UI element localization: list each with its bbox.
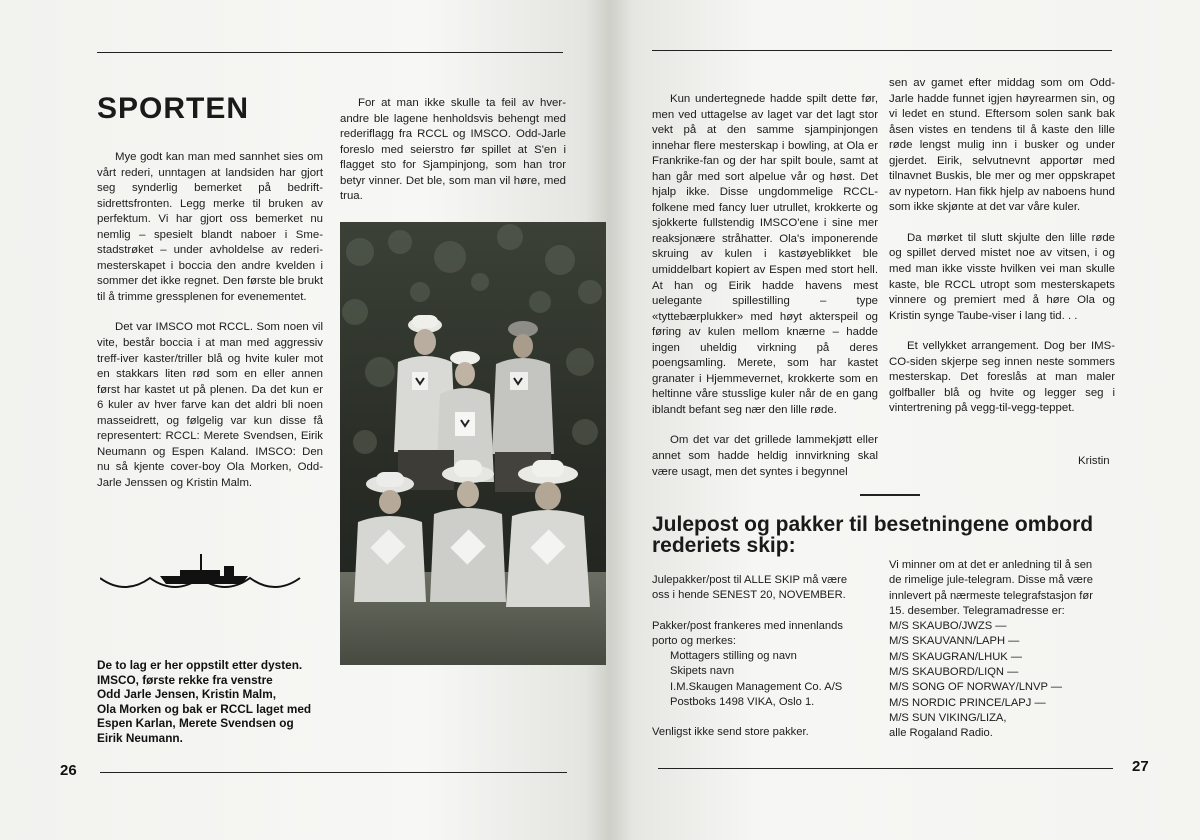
- page-number-right: 27: [1132, 758, 1149, 775]
- paragraph: Mye godt kan man med sannhet sies om vårt rederi, unntagen at landsiden har gjort seg synderlig bemerket på bedriftsidrettsfronten. Legg merke til bruken av perfektum. Vi har gjort oss bemerket nu nemlig – spesielt blandt naboer i Smestadstrøket – under avholdelse av rederimesterskapet i boccia den andre kvelden i sommer det ikke regnet. Den første ble brukt til å trimme gressplenen for evenementet.: [97, 151, 323, 303]
- paragraph: For at man ikke skulle ta feil av hverandre ble lagene henholdsvis behengt med rederiflagg fra RCCL og IMSCO. Odd-Jarle foreslo med seierstro før spillet at S'en i flagget sto for Sjampinjong, som han tror betyr vinner. Det ble, som man vil høre, med trua.: [340, 97, 566, 203]
- julepost-title-line: Julepost og pakker til besetningene ombord: [652, 513, 1094, 536]
- right-page: [610, 0, 1200, 840]
- bottom-rule: [100, 772, 567, 773]
- ship-callsign: M/S SKAUGRAN/LHUK —: [889, 650, 1023, 663]
- team-photo-image: [340, 222, 606, 665]
- julepost-right: [889, 558, 1139, 742]
- left-column-1: [97, 150, 323, 506]
- jp-line: innlevert på nærmeste telegrafstasjon før: [889, 589, 1093, 602]
- paragraph: Om det var det grillede lammekjøtt eller annet som hadde heldig innvirkning skal være usagt, men det syntes i begynnel: [652, 434, 878, 478]
- jp-line: alle Rogaland Radio.: [889, 727, 993, 740]
- address-line: Mottagers stilling og navn: [670, 650, 797, 663]
- ship-callsign: M/S SKAUBORD/LIQN —: [889, 666, 1019, 679]
- julepost-left: [652, 573, 882, 741]
- ship-waves-logo: [100, 548, 310, 596]
- address-line: I.M.Skaugen Management Co. A/S: [670, 680, 843, 693]
- ship-callsign: M/S SKAUVANN/LAPH —: [889, 635, 1020, 648]
- ship-callsign: M/S SONG OF NORWAY/LNVP —: [889, 681, 1063, 694]
- paragraph: Det var IMSCO mot RCCL. Som noen vil vite, består boccia i at man med aggressiv treff-iver kaster/triller blå og hvite kuler mot en stakkars liten rød som en eller annen først har kastet ut på plenen. Da det kun er 6 kuler av hver farve kan det aldri bli noen masseidrett, og følgelig var kun disse få representert: RCCL: Merete Svendsen, Eirik Neumann og Espen Kaland. IMSCO: Den nu så kjente cover-boy Ola Morken, Odd-Jarle Jenssen og Kristin Malm.: [97, 321, 323, 489]
- top-rule: [97, 52, 563, 53]
- paragraph: Da mørket til slutt skjulte den lille røde og spillet derved mistet noe av vitsen, i og med man ikke visste hvilken vei man skulle kaste, ble RCCL utropt som mesterskapets vinnere og premiert med å høre Ola og Kristin synge Taube-viser i lang tid. . .: [889, 231, 1115, 322]
- article-title: SPORTEN: [97, 92, 250, 125]
- caption-line: Eirik Neumann.: [97, 730, 183, 745]
- bottom-rule: [658, 768, 1113, 769]
- ship-callsign: M/S NORDIC PRINCE/LAPJ —: [889, 696, 1046, 709]
- paragraph: Kun undertegnede hadde spilt dette før, men ved uttagelse av laget var det lagt stor vekt på at den samme sjampinjongen innehar flere mesterskap i bowling, at Ola er Frankrike-fan og der har spilt boule, samt at han går med sort alpelue vår og høst. Det hjalp ikke. Disse ungdommelige RCCL-folkene med fancy luer utrullet, krokkerte og sjokkerte fullstendig IMSCO'ene i sine mer reaksjonære stråhatter. Ola's imponerende skruing av kulen i kastøyeblikket ble umiddelbart kopiert av Espen med stort hell. At han og Eirik hadde havens mest uelegante spillestilling – type «tyttebærplukker» med høyt akterspeil og føring av kulen mellom knærne – hadde ingen uheldig virkning på deres poengsamling. Merete, som har kastet granater i Hjemmevernet, krokkerte som en heltinne våre stusslige kuler når de en gang iblandt befant seg nær den lille røde.: [652, 93, 878, 416]
- jp-line: Venligst ikke send store pakker.: [652, 726, 809, 739]
- address-line: Postboks 1498 VIKA, Oslo 1.: [670, 696, 815, 709]
- paragraph: Et vellykket arrangement. Dog ber IMSCO-siden skjerpe seg innen neste sommers mesterskap. Det foreslås at man maler golfballer blå og hvite og legger seg i vintertrening på vegg-til-vegg-teppet.: [889, 340, 1115, 415]
- ship-callsign: M/S SUN VIKING/LIZA,: [889, 711, 1007, 724]
- caption-line: Odd Jarle Jensen, Kristin Malm,: [97, 687, 276, 702]
- right-column-1: [652, 92, 878, 495]
- photo-caption: [97, 658, 337, 746]
- caption-line: De to lag er her oppstilt etter dysten.: [97, 658, 303, 672]
- ship-icon: [100, 548, 310, 596]
- ship-callsign: M/S SKAUBO/JWZS —: [889, 620, 1007, 633]
- address-line: Skipets navn: [670, 665, 735, 678]
- caption-line: Ola Morken og bak er RCCL laget med: [97, 701, 312, 716]
- jp-line: 15. desember. Telegramadresse er:: [889, 604, 1065, 617]
- caption-line: Espen Karlan, Merete Svendsen og: [97, 716, 294, 731]
- julepost-title: [652, 514, 1192, 556]
- jp-line: Vi minner om at det er anledning til å sen: [889, 559, 1093, 571]
- jp-line: de rimelige jule-telegram. Disse må være: [889, 574, 1093, 587]
- paragraph: sen av gamet efter middag som om Odd-Jarle hadde funnet igjen høyrearmen sin, og vi ledet en stund. Eftersom solen sank bak åsen vistes en tendens til å kaste den lille røde lengst mulig inn i busker og under gjerdet. Eirik, selvutnevnt apportør med tilnavnet Buskis, ble mer og mer oppskrapet av nypetorn. Han fikk hjelp av naboens hund som ikke skjønte at det var våre kuler.: [889, 77, 1115, 214]
- jp-line: Julepakker/post til ALLE SKIP må være: [652, 574, 848, 586]
- jp-line: porto og merkes:: [652, 634, 736, 647]
- page-number-left: 26: [60, 762, 77, 779]
- julepost-title-line: rederiets skip:: [652, 534, 796, 557]
- jp-line: oss i hende SENEST 20, NOVEMBER.: [652, 589, 846, 602]
- section-divider: [860, 494, 920, 496]
- right-column-2: [889, 76, 1115, 432]
- top-rule: [652, 50, 1112, 51]
- jp-line: Pakker/post frankeres med innenlands: [652, 619, 843, 632]
- team-photo: [340, 222, 606, 665]
- signature: Kristin: [1078, 455, 1110, 467]
- caption-line: IMSCO, første rekke fra venstre: [97, 672, 273, 687]
- left-column-2: [340, 96, 566, 220]
